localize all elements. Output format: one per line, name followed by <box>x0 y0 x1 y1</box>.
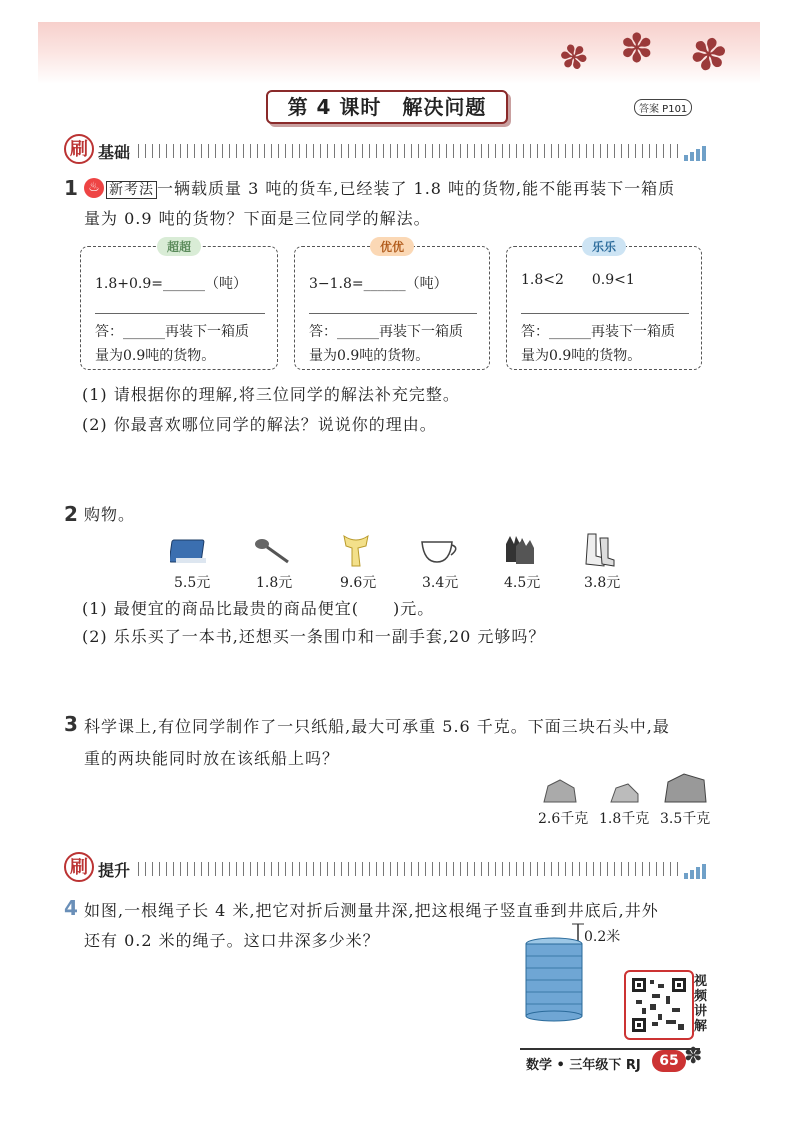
solution-card-3 <box>506 240 702 370</box>
lesson-title: 第 4 课时 解决问题 <box>266 90 508 124</box>
section-advance-label: 提升 <box>98 861 131 880</box>
maple-leaf-icon: ✽ <box>684 26 733 85</box>
price-label: 1.8元 <box>256 575 293 591</box>
answer-line <box>309 313 477 314</box>
well-illustration <box>520 922 640 1026</box>
new-method-tag: 新考法 <box>106 181 157 199</box>
qr-code[interactable] <box>624 970 694 1040</box>
maple-leaf-icon: ✽ <box>684 1044 703 1069</box>
stone-weight-label: 1.8千克 <box>599 811 650 827</box>
video-explain-label[interactable]: 视频讲解 <box>694 974 708 1034</box>
card-answer: 答：______再装下一箱质 <box>521 324 675 340</box>
spoon-icon <box>252 534 292 568</box>
answer-line <box>521 313 689 314</box>
question-4-text: 如图,一根绳子长 4 米,把它对折后测量井深,把这根绳子竖直垂到井底后,井外 <box>84 901 659 920</box>
price-label: 5.5元 <box>174 575 211 591</box>
question-3-text-line2: 重的两块能同时放在该纸船上吗？ <box>84 749 340 768</box>
question-2-sub1: (1) 最便宜的商品比最贵的商品便宜( )元。 <box>82 599 435 618</box>
stone-weight-label: 2.6千克 <box>538 811 589 827</box>
question-1-sub2: (2) 你最喜欢哪位同学的解法？说说你的理由。 <box>82 415 437 434</box>
price-label: 4.5元 <box>504 575 541 591</box>
price-label: 3.4元 <box>422 575 459 591</box>
section-basic-label: 基础 <box>98 143 131 162</box>
footer-subject: 数学 • 三年级下 RJ <box>526 1058 641 1073</box>
card-answer-line2: 量为0.9吨的货物。 <box>521 348 642 364</box>
question-4-text-line2: 还有 0.2 米的绳子。这口井深多少米？ <box>84 931 380 950</box>
question-3-text: 科学课上,有位同学制作了一只纸船,最大可承重 5.6 千克。下面三块石头中,最 <box>84 717 670 736</box>
solution-card-2 <box>294 240 490 370</box>
page-number: 65 <box>652 1050 686 1072</box>
flame-icon: ♨ <box>84 178 104 198</box>
price-label: 3.8元 <box>584 575 621 591</box>
question-2-sub2: (2) 乐乐买了一本书,还想买一条围巾和一副手套,20 元够吗？ <box>82 627 546 646</box>
question-1-text-line2: 量为 0.9 吨的货物？下面是三位同学的解法。 <box>84 209 431 228</box>
question-number: 2 <box>64 502 78 526</box>
question-number: 3 <box>64 712 78 736</box>
gloves-icon <box>500 532 540 566</box>
maple-leaf-icon: ✽ <box>620 26 654 72</box>
section-advance-header <box>64 852 724 882</box>
maple-leaf-icon: ✽ <box>554 34 595 82</box>
tick-divider <box>138 862 678 876</box>
scarf-icon <box>336 532 376 566</box>
cup-icon <box>418 536 458 570</box>
tick-divider <box>138 144 678 158</box>
section-basic-header <box>64 134 724 164</box>
card-formula: 1.8<2 0.9<1 <box>521 272 635 288</box>
question-1-text: 新考法 一辆载质量 3 吨的货车,已经装了 1.8 吨的货物,能不能再装下一箱质 <box>106 174 746 205</box>
card-answer-line2: 量为0.9吨的货物。 <box>95 348 216 364</box>
card-answer-line2: 量为0.9吨的货物。 <box>309 348 430 364</box>
stone-icon <box>608 782 642 808</box>
brush-icon: 刷 <box>64 852 94 882</box>
stone-icon <box>662 772 708 808</box>
answer-line <box>95 313 265 314</box>
socks-icon <box>580 532 620 566</box>
answer-ref-badge: 答案 P101 <box>634 99 692 116</box>
card-formula: 3−1.8=______（吨） <box>309 276 448 292</box>
solution-card-1 <box>80 240 278 370</box>
student-name-badge: 优优 <box>370 237 414 256</box>
price-label: 9.6元 <box>340 575 377 591</box>
stone-weight-label: 3.5千克 <box>660 811 711 827</box>
stone-icon <box>540 778 580 808</box>
card-formula: 1.8+0.9=______（吨） <box>95 276 247 292</box>
question-number: 1 <box>64 176 78 200</box>
signal-bars-icon <box>684 860 708 876</box>
question-2-text: 购物。 <box>84 505 136 524</box>
book-icon <box>170 534 210 568</box>
rope-length-label: 0.2米 <box>584 929 621 945</box>
student-name-badge: 乐乐 <box>582 237 626 256</box>
card-answer: 答：______再装下一箱质 <box>309 324 463 340</box>
question-1-sub1: (1) 请根据你的理解,将三位同学的解法补充完整。 <box>82 385 460 404</box>
card-answer: 答：______再装下一箱质 <box>95 324 249 340</box>
student-name-badge: 超超 <box>157 237 201 256</box>
question-number: 4 <box>64 896 78 920</box>
brush-icon: 刷 <box>64 134 94 164</box>
signal-bars-icon <box>684 142 708 158</box>
